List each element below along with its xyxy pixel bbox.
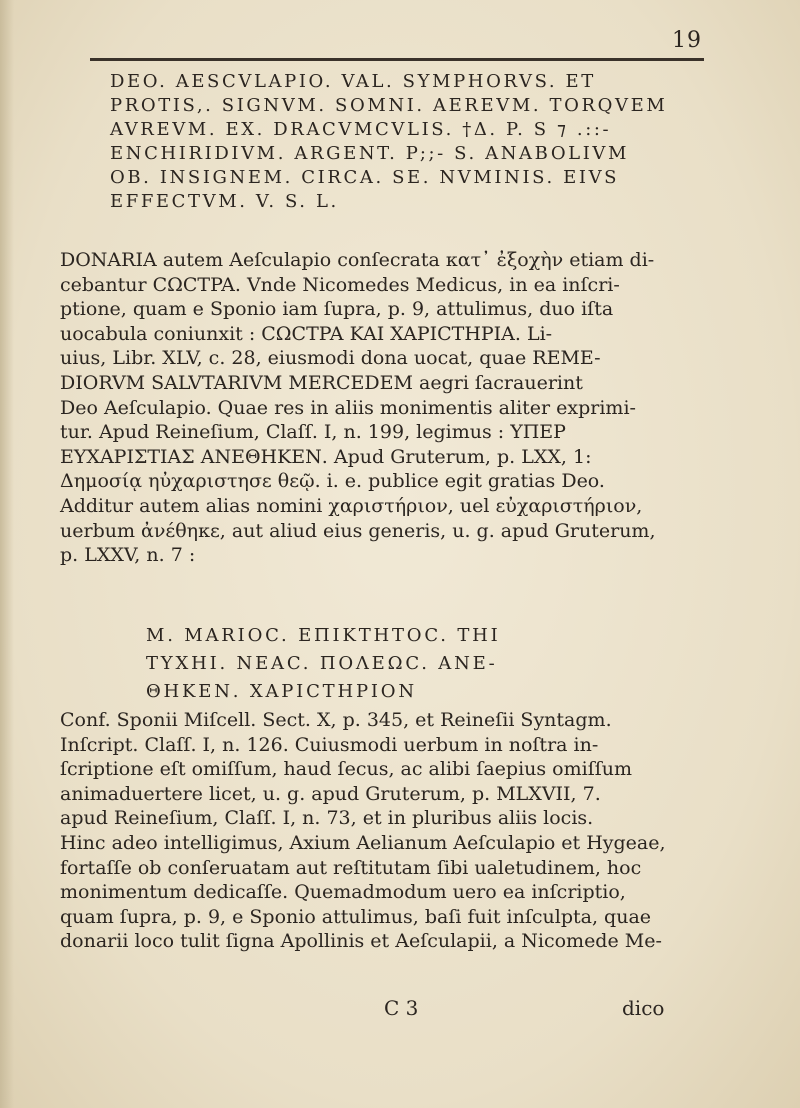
text-line: p. LXXV, n. 7 : (60, 544, 196, 567)
text-line: tur. Apud Reineſium, Claſſ. I, n. 199, legimus : ΥΠΕΡ (60, 421, 566, 444)
text-line: Additur autem alias nomini χαριστήριον, uel εὐχαριστήριον, (60, 494, 643, 517)
text-line: monimentum dedicaſſe. Quemadmodum uero ea inſcriptio, (60, 881, 626, 904)
inscription-line: PROTIS,. SIGNVM. SOMNI. AEREVM. TORQVEM (110, 95, 668, 116)
text-line: uius, Libr. XLV, c. 28, eiusmodi dona uocat, quae REME- (60, 347, 601, 370)
greek-inscription-line: M. MARIOC. ΕΠΙΚΤΗΤΟC. ΤΗΙ (146, 625, 501, 646)
catchword: dico (622, 996, 665, 1020)
page-edge-shadow (0, 0, 14, 1108)
paragraph-conf (60, 708, 680, 954)
paragraph-donaria (60, 248, 680, 568)
inscription-line: AVREVM. EX. DRACVMCVLIS. †Δ. P. S ⁊ .::- (110, 119, 612, 140)
text-line: DONARIA autem Aeſculapio conſecrata κατ᾽ ἐξοχὴν etiam di- (60, 249, 655, 271)
inscription-line: OB. INSIGNEM. CIRCA. SE. NVMINIS. EIVS (110, 167, 620, 188)
text-line: DIORVM SALVTARIVM MERCEDEM aegri ſacrauerint (60, 371, 583, 394)
greek-inscription-line: ΘΗΚΕΝ. ΧΑΡΙCΤΗΡΙΟΝ (146, 681, 417, 702)
page-number: 19 (672, 28, 702, 53)
header-rule (90, 58, 704, 61)
text-line: cebantur CΩCTPA. Vnde Nicomedes Medicus, in ea inſcri- (60, 273, 620, 296)
inscription-line: DEO. AESCVLAPIO. VAL. SYMPHORVS. ET (110, 71, 596, 92)
text-line: Conf. Sponii Miſcell. Sect. X, p. 345, et Reineſii Syntagm. (60, 709, 612, 731)
inscription-line: EFFECTVM. V. S. L. (110, 191, 339, 212)
text-line: ΕΥΧΑΡΙΣΤΙΑΣ ΑΝΕΘΗΚΕΝ. Apud Gruterum, p. LXX, 1: (60, 445, 592, 468)
text-line: Δημοσίᾳ ηὐχαριστησε θεῷ. i. e. publice egit gratias Deo. (60, 470, 605, 493)
text-line: fortaſſe ob conſeruatam aut reſtitutam ſibi ualetudinem, hoc (60, 856, 642, 879)
page-footer (0, 996, 800, 1026)
text-line: ſcriptione eſt omiſſum, haud ſecus, ac alibi ſaepius omiſſum (60, 758, 633, 781)
text-line: donarii loco tulit ſigna Apollinis et Aeſculapii, a Nicomede Me- (60, 930, 662, 953)
text-line: Deo Aeſculapio. Quae res in aliis monimentis aliter exprimi- (60, 396, 636, 419)
inscription-line: ENCHIRIDIVM. ARGENT. P;;- S. ANABOLIVM (110, 143, 630, 164)
text-line: apud Reineſium, Claſſ. I, n. 73, et in pluribus aliis locis. (60, 807, 594, 830)
text-line: animaduertere licet, u. g. apud Gruterum, p. MLXVII, 7. (60, 782, 601, 805)
text-line: Hinc adeo intelligimus, Axium Aelianum Aeſculapio et Hygeae, (60, 831, 666, 854)
latin-inscription (110, 70, 710, 214)
text-line: quam ſupra, p. 9, e Sponio attulimus, baſi fuit inſculpta, quae (60, 905, 652, 928)
greek-inscription-line: ΤΥΧΗΙ. ΝΕΑC. ΠΟΛΕΩC. ΑΝΕ- (146, 653, 498, 674)
text-line: uerbum ἀνέθηκε, aut aliud eius generis, u. g. apud Gruterum, (60, 519, 656, 542)
text-line: ptione, quam e Sponio iam ſupra, p. 9, attulimus, duo iſta (60, 298, 614, 321)
signature-mark: C 3 (384, 996, 419, 1020)
text-line: Inſcript. Claſſ. I, n. 126. Cuiusmodi uerbum in noſtra in- (60, 733, 599, 756)
text-line: uocabula coniunxit : CΩCTPA KAI XAPICTHPIA. Li- (60, 322, 553, 345)
greek-inscription (146, 622, 686, 706)
